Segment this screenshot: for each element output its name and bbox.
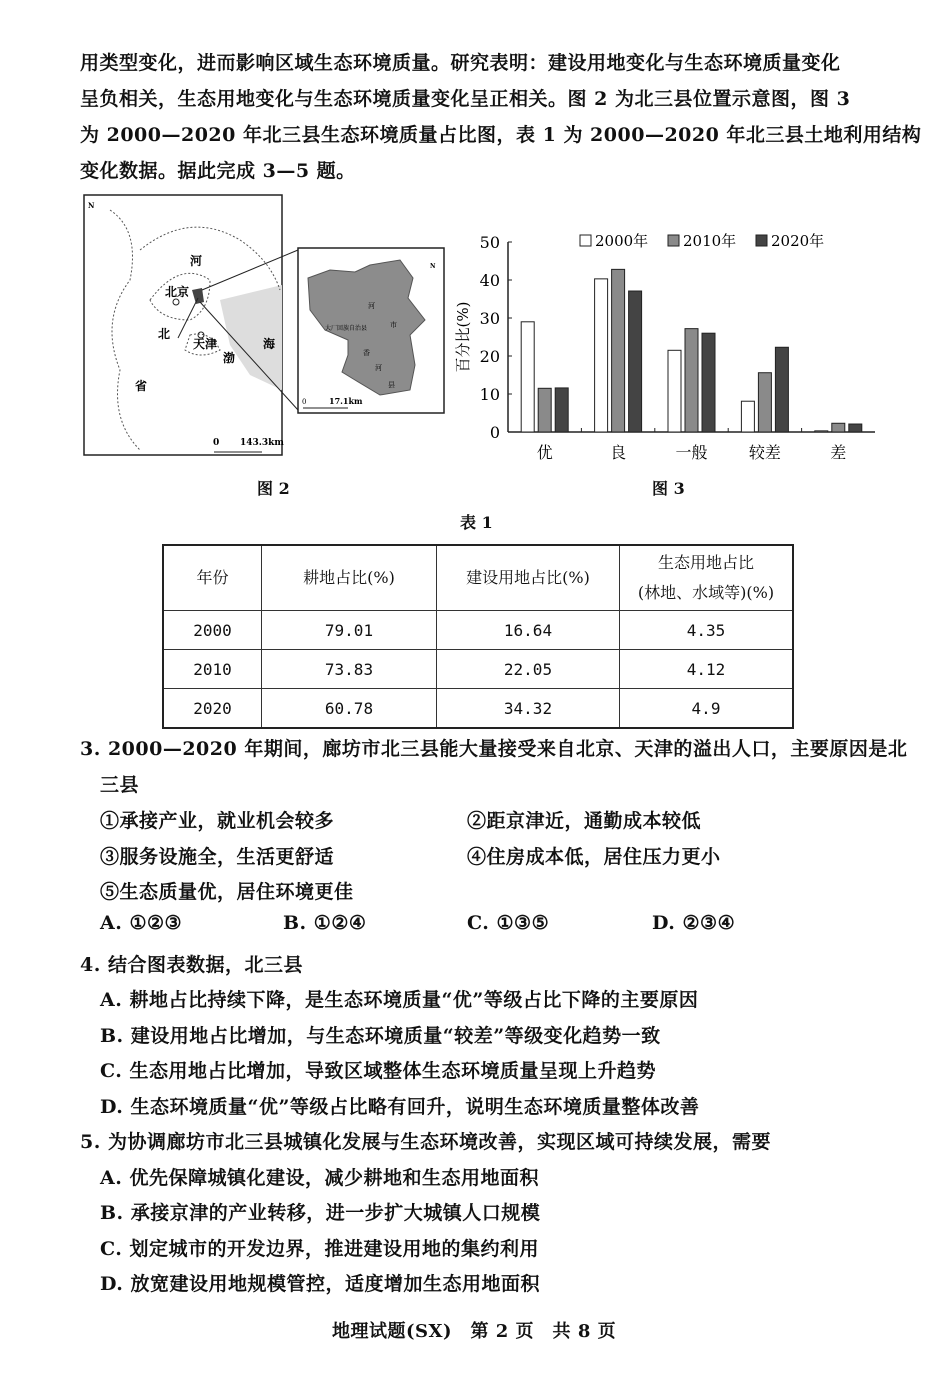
x-tick-label: 较差: [748, 443, 781, 462]
map-label: 渤: [223, 351, 236, 365]
x-tick-label: 良: [610, 443, 627, 462]
y-tick-label: 10: [479, 385, 500, 404]
table-cell: 34.32: [437, 689, 620, 729]
bar-2020年: [555, 388, 568, 432]
map-label: 海: [263, 337, 276, 351]
north-arrow-icon: N: [430, 263, 436, 270]
bar-2000年: [521, 322, 534, 432]
answer-option-b[interactable]: B. 建设用地占比增加，与生态环境质量“较差”等级变化趋势一致: [100, 1025, 661, 1047]
table-cell: 2020: [163, 689, 262, 729]
answer-option-d[interactable]: D. 放宽建设用地规模管控，适度增加生态用地面积: [100, 1273, 541, 1295]
table-cell: 16.64: [437, 611, 620, 650]
bar-chart: [450, 220, 890, 470]
table-cell: 73.83: [262, 650, 437, 689]
svg-text:0: 0: [302, 398, 307, 406]
table-cell: 4.35: [620, 611, 794, 650]
bar-2000年: [595, 279, 608, 432]
table-cell: 79.01: [262, 611, 437, 650]
bar-2010年: [612, 269, 625, 432]
map-label: 北京: [165, 285, 190, 299]
svg-text:河: 河: [375, 364, 382, 372]
table-cell: 22.05: [437, 650, 620, 689]
bar-2010年: [685, 329, 698, 432]
intro-line: 为 2000—2020 年北三县生态环境质量占比图，表 1 为 2000—2020 年北三县土地利用结构: [80, 124, 922, 146]
scale-bar: 143.3km: [240, 438, 284, 448]
svg-text:0: 0: [213, 438, 220, 448]
bar-2020年: [702, 333, 715, 432]
table-row: [163, 611, 793, 650]
bar-2010年: [758, 373, 771, 432]
intro-line: 变化数据。据此完成 3—5 题。: [80, 160, 356, 182]
question-3-stem: 三县: [100, 774, 140, 796]
table-title: 表 1: [460, 513, 493, 532]
table-cell: 4.12: [620, 650, 794, 689]
bar-2000年: [668, 350, 681, 432]
page-footer: 地理试题(SX) 第 2 页 共 8 页: [332, 1321, 617, 1342]
y-axis-label: 百分比(%): [454, 301, 472, 373]
svg-text:河: 河: [368, 302, 375, 310]
answer-option-b[interactable]: B. ①②④: [283, 912, 367, 934]
statement-option: ④住房成本低，居住压力更小: [467, 846, 721, 868]
column-header: 耕地占比(%): [262, 545, 437, 611]
map-label: 北: [158, 327, 171, 341]
bar-2020年: [629, 291, 642, 432]
map-label: 省: [135, 379, 148, 393]
legend-swatch: [580, 235, 591, 246]
legend-label: 2020年: [771, 232, 825, 250]
question-4-stem: 4. 结合图表数据，北三县: [80, 954, 303, 976]
y-tick-label: 0: [489, 423, 500, 442]
statement-option: ⑤生态质量优，居住环境更佳: [100, 881, 354, 903]
answer-option-c[interactable]: C. 划定城市的开发边界，推进建设用地的集约利用: [100, 1238, 540, 1260]
legend-swatch: [756, 235, 767, 246]
table-cell: 2000: [163, 611, 262, 650]
answer-option-c[interactable]: C. 生态用地占比增加，导致区域整体生态环境质量呈现上升趋势: [100, 1060, 657, 1082]
svg-text:市: 市: [390, 321, 397, 329]
question-5-stem: 5. 为协调廊坊市北三县城镇化发展与生态环境改善，实现区域可持续发展，需要: [80, 1131, 771, 1153]
bar-2020年: [849, 424, 862, 432]
svg-text:香: 香: [363, 349, 370, 357]
bar-2000年: [815, 431, 828, 432]
y-tick-label: 30: [479, 309, 500, 328]
answer-option-c[interactable]: C. ①③⑤: [467, 912, 550, 934]
north-arrow-icon: N: [88, 201, 95, 210]
statement-option: ③服务设施全，生活更舒适: [100, 846, 335, 868]
table-cell: 2010: [163, 650, 262, 689]
table-cell: 60.78: [262, 689, 437, 729]
x-tick-label: 优: [536, 443, 553, 462]
legend-swatch: [668, 235, 679, 246]
legend-label: 2010年: [683, 232, 737, 250]
answer-option-d[interactable]: D. 生态环境质量“优”等级占比略有回升，说明生态环境质量整体改善: [100, 1096, 700, 1118]
bar-2010年: [538, 388, 551, 432]
figure-3-caption: 图 3: [652, 479, 685, 498]
x-tick-label: 差: [830, 443, 847, 462]
y-tick-label: 50: [479, 233, 500, 252]
y-tick-label: 40: [479, 271, 500, 290]
intro-line: 呈负相关，生态用地变化与生态环境质量变化呈正相关。图 2 为北三县位置示意图，图 3: [80, 88, 851, 110]
column-header: 生态用地占比 (林地、水域等)(%): [620, 545, 794, 611]
x-tick-label: 一般: [675, 443, 708, 462]
table-cell: 4.9: [620, 689, 794, 729]
land-use-table: [162, 544, 794, 729]
map-label: 天津: [193, 337, 218, 351]
answer-option-a[interactable]: A. ①②③: [100, 912, 183, 934]
column-header: 建设用地占比(%): [437, 545, 620, 611]
answer-option-b[interactable]: B. 承接京津的产业转移，进一步扩大城镇人口规模: [100, 1202, 541, 1224]
location-map: [80, 190, 450, 460]
column-header: 年份: [163, 545, 262, 611]
table-row: [163, 650, 793, 689]
answer-option-a[interactable]: A. 优先保障城镇化建设，减少耕地和生态用地面积: [100, 1167, 539, 1189]
answer-option-a[interactable]: A. 耕地占比持续下降，是生态环境质量“优”等级占比下降的主要原因: [100, 989, 699, 1011]
intro-line: 用类型变化，进而影响区域生态环境质量。研究表明：建设用地变化与生态环境质量变化: [80, 52, 841, 74]
figure-2-caption: 图 2: [257, 479, 290, 498]
statement-option: ②距京津近，通勤成本较低: [467, 810, 702, 832]
svg-text:大厂回族自治县: 大厂回族自治县: [325, 325, 368, 332]
bar-2000年: [741, 401, 754, 432]
svg-text:县: 县: [388, 381, 395, 389]
answer-option-d[interactable]: D. ②③④: [652, 912, 736, 934]
question-3-stem: 3. 2000—2020 年期间，廊坊市北三县能大量接受来自北京、天津的溢出人口，主要原因是北: [80, 738, 908, 760]
statement-option: ①承接产业，就业机会较多: [100, 810, 335, 832]
legend-label: 2000年: [595, 232, 649, 250]
table-header-row: [163, 545, 793, 611]
y-tick-label: 20: [479, 347, 500, 366]
bar-2020年: [775, 347, 788, 432]
map-label: 河: [190, 254, 203, 268]
table-row: [163, 689, 793, 729]
inset-scale-bar: 17.1km: [329, 396, 363, 406]
bar-2010年: [832, 423, 845, 432]
